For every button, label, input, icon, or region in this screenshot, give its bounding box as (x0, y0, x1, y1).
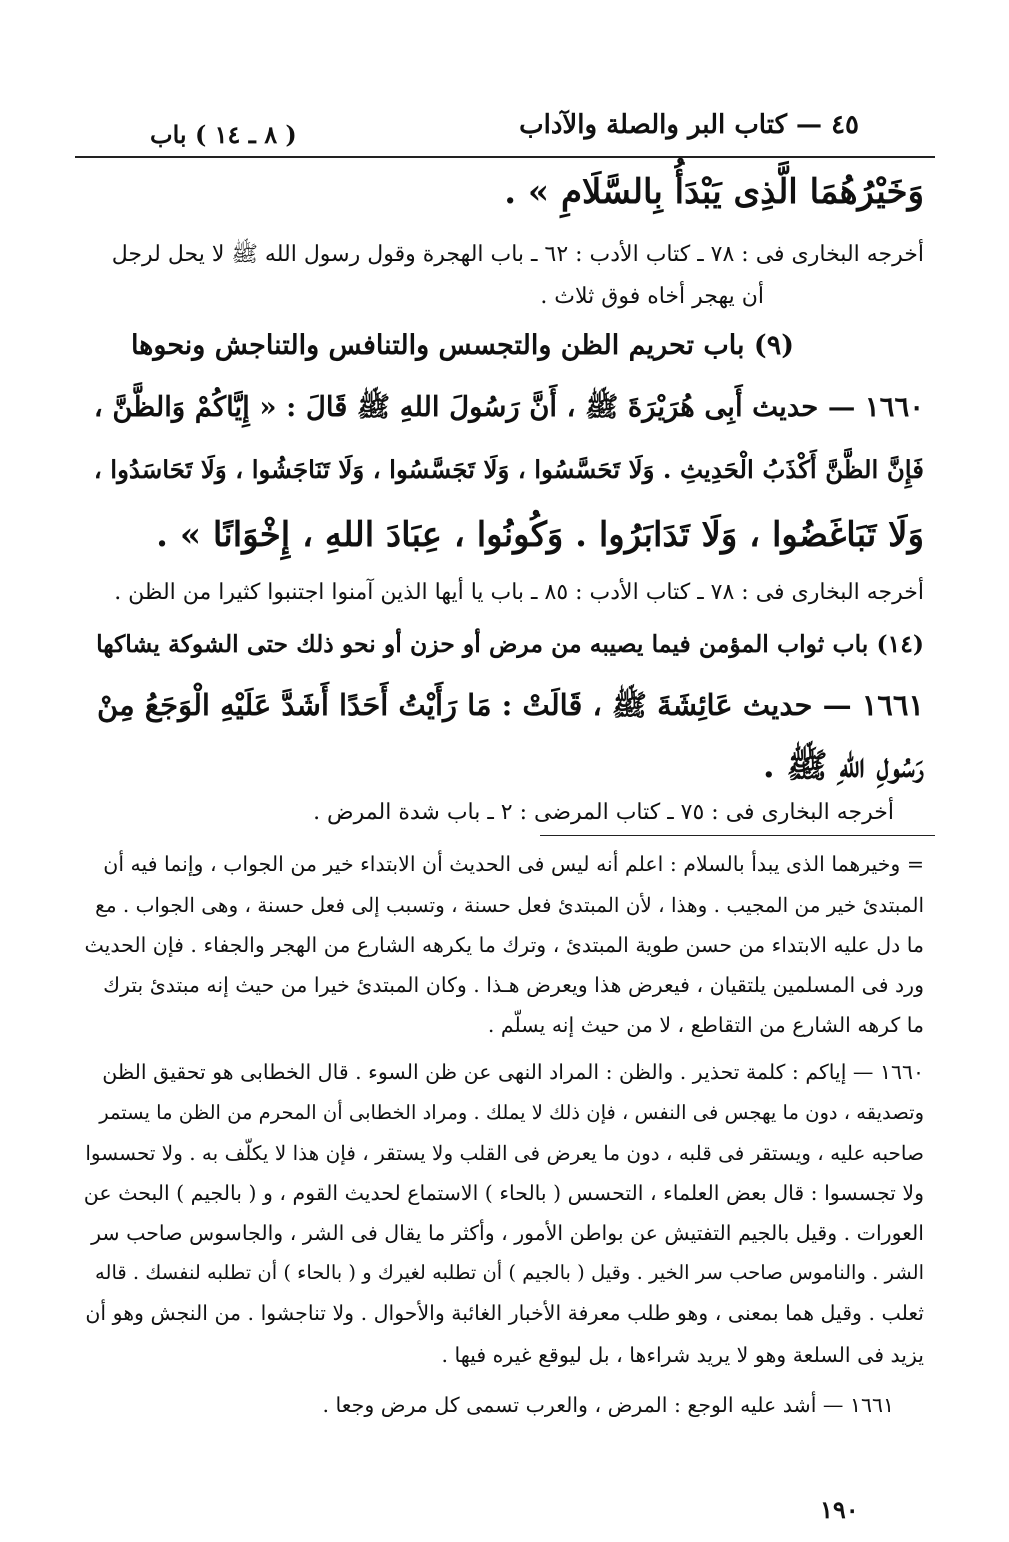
note-line: ما كرهه الشارع من التقاطع ، لا من حيث إنه يسلّم . (487, 1013, 924, 1037)
note-line: ولا تجسسوا : قال بعض العلماء ، التحسس ( بالحاء ) الاستماع لحديث القوم ، و ( بالجيم ) البحث عن (83, 1181, 924, 1205)
note-line: ورد فى المسلمين يلتقيان ، فيعرض هذا ويعرض هـذا . وكان المبتدئ خيرا من حيث إنه مبتدئ بترك (103, 973, 924, 997)
hadith-1661-line-1: ١٦٦١ — حديث عَائِشَةَ ﷺ ، قَالَتْ : مَا رَأَيْتُ أَحَدًا أَشَدَّ عَلَيْهِ الْوَجَعُ مِنْ (97, 688, 924, 722)
note-line: ثعلب . وقيل هما بمعنى ، وهو طلب معرفة الأخبار الغائبة والأحوال . ولا تناجشوا . من النجش وهو أن (85, 1301, 924, 1325)
hadith-1659-end: وَخَيْرُهُمَا الَّذِى يَبْدَأُ بِالسَّلَامِ » . (504, 172, 924, 212)
takhrij-1659-line-1: أخرجه البخارى فى : ٧٨ ـ كتاب الأدب : ٦٢ ـ باب الهجرة وقول رسول الله ﷺ لا يحل لرجل (111, 242, 924, 267)
running-head-section: ( ٨ ـ ١٤ ) باب (150, 120, 297, 149)
hadith-1660-line-3: وَلَا تَبَاغَضُوا ، وَلَا تَدَابَرُوا . وَكُونُوا ، عِبَادَ اللهِ ، إِخْوَانًا » . (156, 515, 924, 555)
page-number: ١٩٠ (820, 1495, 859, 1524)
header-rule (75, 156, 935, 158)
takhrij-1659-line-2: أن يهجر أخاه فوق ثلاث . (540, 284, 764, 309)
note-line: العورات . وقيل بالجيم التفتيش عن بواطن الأمور ، وأكثر ما يقال فى الشر ، والجاسوس صاحب سر (91, 1221, 924, 1245)
note-line: ١٦٦٠ — إياكم : كلمة تحذير . والظن : المراد النهى عن ظن السوء . قال الخطابى هو تحقيق الظن (102, 1060, 924, 1084)
hadith-1660-line-2: فَإِنَّ الظَّنَّ أَكْذَبُ الْحَدِيثِ . وَلَا تَحَسَّسُوا ، وَلَا تَجَسَّسُوا ، وَلَا تَنَاجَشُوا ، وَلَا تَحَاسَدُوا ، (93, 455, 924, 484)
chapter-14-heading: (١٤) باب ثواب المؤمن فيما يصيبه من مرض أو حزن أو نحو ذلك حتى الشوكة يشاكها (96, 630, 924, 658)
hadith-1661-line-2: رَسُولِ اللهِ ﷺ . (762, 746, 924, 786)
note-line: = وخيرهما الذى يبدأ بالسلام : اعلم أنه ليس فى الحديث أن الابتداء خير من الجواب ، وإنما فيه أن (103, 852, 924, 876)
takhrij-1660: أخرجه البخارى فى : ٧٨ ـ كتاب الأدب : ٨٥ ـ باب يا أيها الذين آمنوا اجتنبوا كثيرا من الظن . (114, 580, 924, 605)
note-line: يزيد فى السلعة وهو لا يريد شراءها ، بل ليوقع غيره فيها . (441, 1343, 924, 1367)
note-line: ما دل عليه الابتداء من حسن طوية المبتدئ ، وترك ما يكرهه الشارع من الهجر والجفاء . فإن الحديث (84, 933, 924, 957)
note-line: الشر . والناموس صاحب سر الخير . وقيل ( بالجيم ) أن تطلبه لغيرك و ( بالحاء ) أن تطلبه لنفسك . قاله (95, 1261, 924, 1284)
running-head-chapter: ٤٥ — كتاب البر والصلة والآداب (519, 110, 859, 140)
takhrij-1661: أخرجه البخارى فى : ٧٥ ـ كتاب المرضى : ٢ ـ باب شدة المرض . (313, 800, 894, 825)
note-line: المبتدئ خير من المجيب . وهذا ، لأن المبتدئ فعل حسنة ، وتسبب إلى فعل حسنة ، وهى الجواب . مع (95, 893, 924, 917)
note-line: وتصديقه ، دون ما يهجس فى النفس ، فإن ذلك لا يملك . ومراد الخطابى أن المحرم من الظن ما يستمر (99, 1101, 924, 1124)
footnote-rule (540, 835, 935, 836)
chapter-9-heading: (٩) باب تحريم الظن والتجسس والتنافس والتناجش ونحوها (130, 330, 794, 361)
note-line: صاحبه عليه ، ويستقر فى قلبه ، دون ما يعرض فى القلب ولا يستقر ، فإن هذا لا يكلّف به . ولا تحسسوا (85, 1141, 924, 1165)
hadith-1660-line-1: ١٦٦٠ — حديث أَبِى هُرَيْرَةَ ﷺ ، أَنَّ رَسُولَ اللهِ ﷺ قَالَ : « إِيَّاكُمْ وَالظَّنَّ ، (93, 391, 924, 423)
note-line: ١٦٦١ — أشد عليه الوجع : المرض ، والعرب تسمى كل مرض وجعا . (322, 1393, 894, 1417)
